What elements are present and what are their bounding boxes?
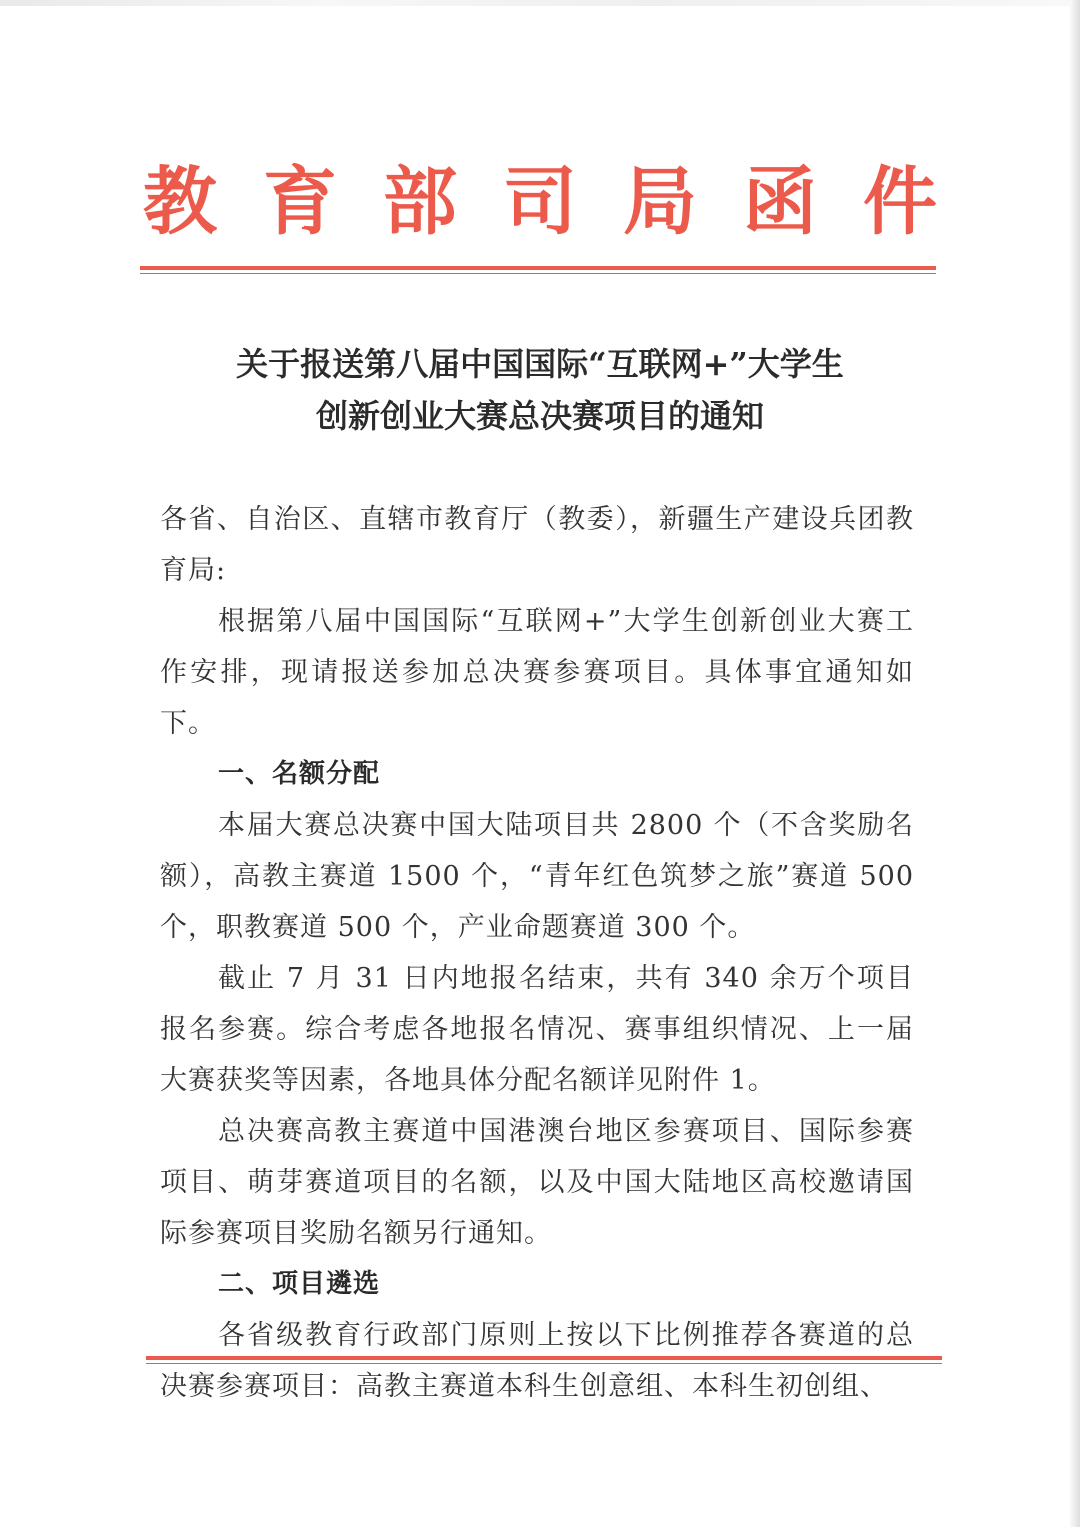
- letterhead: [140, 159, 940, 245]
- paragraph-registration: 截止 7 月 31 日内地报名结束，共有 340 余万个项目报名参赛。综合考虑各地报名情况、赛事组织情况、上一届大赛获奖等因素，各地具体分配名额详见附件 1。: [160, 963, 914, 1096]
- letterhead-char: 局: [623, 159, 697, 245]
- letterhead-char: 教: [143, 159, 217, 245]
- paragraph-selection: 各省级教育行政部门原则上按以下比例推荐各赛道的总决赛参赛项目：高教主赛道本科生创意组、本科生初创组、: [160, 1320, 914, 1402]
- divider-thin-line: [146, 1363, 942, 1364]
- section-heading-selection: 二、项目遴选: [218, 1269, 381, 1299]
- divider-thick-line: [140, 266, 936, 270]
- scan-edge-top: [0, 0, 1080, 6]
- letterhead-char: 件: [863, 159, 937, 245]
- document-title-line-2: 创新创业大赛总决赛项目的通知: [315, 397, 764, 435]
- document-title-line-1: 关于报送第八届中国国际“互联网+”大学生: [236, 345, 844, 383]
- paragraph-other-quota: 总决赛高教主赛道中国港澳台地区参赛项目、国际参赛项目、萌芽赛道项目的名额，以及中国大陆地区高校邀请国际参赛项目奖励名额另行通知。: [160, 1116, 914, 1249]
- footer-divider: [146, 1356, 942, 1364]
- document-body: [160, 494, 914, 1412]
- divider-thick-line: [146, 1356, 942, 1360]
- letterhead-char: 部: [383, 159, 457, 245]
- intro-paragraph: 根据第八届中国国际“互联网+”大学生创新创业大赛工作安排，现请报送参加总决赛参赛项目。具体事宜通知如下。: [160, 606, 914, 739]
- letterhead-divider: [140, 266, 936, 274]
- section-heading-quota: 一、名额分配: [218, 759, 381, 789]
- paragraph-quota-total: 本届大赛总决赛中国大陆项目共 2800 个（不含奖励名额），高教主赛道 1500 个，“青年红色筑梦之旅”赛道 500 个，职教赛道 500 个，产业命题赛道 300 个。: [160, 810, 914, 943]
- divider-thin-line: [140, 273, 936, 274]
- salutation: 各省、自治区、直辖市教育厅（教委），新疆生产建设兵团教育局:: [160, 504, 914, 586]
- letterhead-char: 育: [263, 159, 337, 245]
- letterhead-char: 司: [503, 159, 577, 245]
- letterhead-char: 函: [743, 159, 817, 245]
- scan-edge-right: [1070, 0, 1080, 1527]
